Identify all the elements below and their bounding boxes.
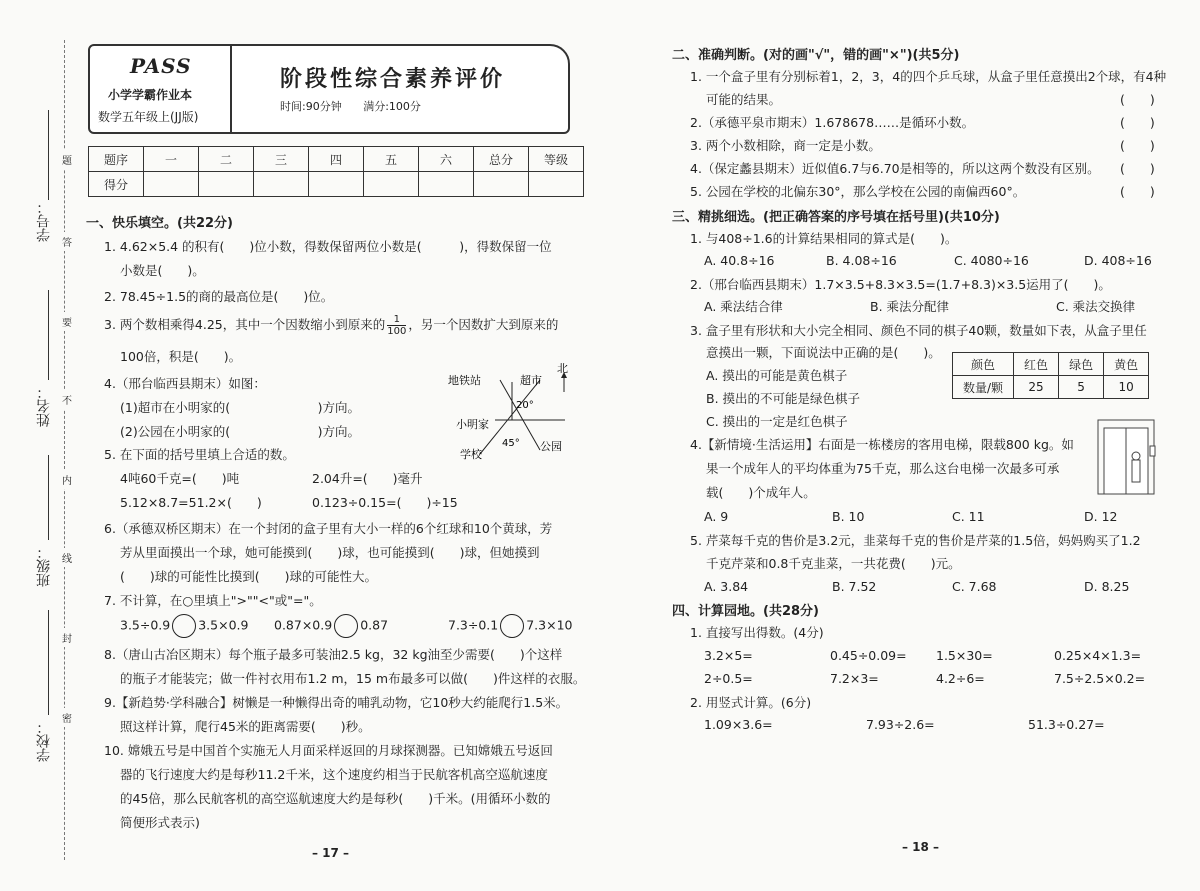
elevator-button-panel (1150, 446, 1155, 456)
color-cell: 数量/颗 (953, 376, 1014, 399)
binding-char: 内 (62, 470, 72, 489)
compare-right: 7.3×10 (526, 617, 573, 633)
question-line: 100倍，积是( )。 (120, 349, 242, 364)
question-line: 8.（唐山古冶区期末）每个瓶子最多可装油2.5 kg，32 kg油至少需要( )个这样 (104, 647, 563, 662)
color-table-row (953, 376, 1149, 399)
compare-right: 0.87 (360, 617, 389, 633)
compare-circle[interactable] (172, 614, 196, 638)
binding-char: 要 (62, 312, 72, 331)
question-3 (104, 314, 558, 337)
color-cell: 红色 (1014, 353, 1059, 376)
calc-item: 1.09×3.6= (704, 717, 773, 732)
question-line: 1. 4.62×5.4 的积有( )位小数，得数保留两位小数是( )，得数保留一位 (104, 239, 552, 254)
calc-item: 7.93÷2.6= (866, 717, 935, 732)
calc-item: 7.5÷2.5×0.2= (1054, 671, 1146, 686)
section-3-title: 三、精挑细选。(把正确答案的序号填在括号里)(共10分) (672, 210, 1000, 225)
calc-item: 0.45÷0.09= (830, 648, 907, 663)
judge-line: 1. 一个盒子里有分别标着1，2，3，4的四个乒乓球，从盒子里任意摸出2个球，有4种 (690, 69, 1167, 84)
question-line: (1)超市在小明家的( )方向。 (120, 400, 360, 415)
compare-item (448, 614, 573, 638)
compare-left: 7.3÷0.1 (448, 617, 499, 633)
calc-item: 51.3÷0.27= (1028, 717, 1105, 732)
child-head (1132, 452, 1140, 460)
score-cell: 等级 (529, 147, 584, 172)
judge-answer-paren[interactable]: ( ) (1120, 138, 1155, 153)
compare-item (274, 614, 388, 638)
question-line: 4吨60千克=( )吨 (120, 471, 240, 486)
map-label-market: 超市 (520, 374, 542, 387)
question-line: 6.（承德双桥区期末）在一个封闭的盒子里有大小一样的6个红球和10个黄球，芳 (104, 521, 553, 536)
choice-option: C. 摸出的一定是红色棋子 (706, 414, 848, 429)
score-table-score-row (89, 172, 584, 197)
student-id-label: 学号： (36, 200, 52, 242)
choice-option: D. 408÷16 (1084, 253, 1152, 268)
name-label: 姓名： (36, 385, 52, 427)
question-line: 2.04升=( )毫升 (312, 471, 423, 486)
score-table (88, 146, 584, 197)
score-cell: 总分 (474, 147, 529, 172)
question-line: 器的飞行速度大约是每秒11.2千米，这个速度约相当于民航客机高空巡航速度 (120, 767, 548, 782)
choice-question: 千克芹菜和0.8千克韭菜，一共花费( )元。 (706, 556, 961, 571)
binding-char: 线 (62, 548, 72, 567)
compare-left: 3.5÷0.9 (120, 617, 171, 633)
choice-option: C. 乘法交换律 (1056, 299, 1136, 314)
choice-question: 4.【新情境·生活运用】右面是一栋楼房的客用电梯，限载800 kg。如 (690, 437, 1074, 452)
question-line: 的瓶子才能装完；做一件衬衣用布1.2 m，15 m布最多可以做( )件这样的衣服。 (120, 671, 586, 686)
color-cell: 25 (1014, 376, 1059, 399)
judge-answer-paren[interactable]: ( ) (1120, 92, 1155, 107)
time-label: 时间:90分钟 (280, 100, 342, 113)
compare-circle[interactable] (500, 614, 524, 638)
color-table-row (953, 353, 1149, 376)
question-line: ( )球的可能性比摸到( )球的可能性大。 (120, 569, 378, 584)
calc-1-title: 1. 直接写出得数。(4分) (690, 625, 824, 640)
judge-line: 3. 两个小数相除，商一定是小数。 (690, 138, 881, 153)
map-label-school: 学校 (460, 448, 482, 461)
section-2-title: 二、准确判断。(对的画"√"，错的画"×")(共5分) (672, 48, 960, 63)
question-line: 2. 78.45÷1.5的商的最高位是( )位。 (104, 289, 334, 304)
grade-label: 数学五年级上(JJ版) (98, 110, 199, 124)
choice-option: B. 10 (832, 509, 865, 524)
score-input-cell[interactable] (474, 172, 529, 197)
question-line: 10. 嫦娥五号是中国首个实施无人月面采样返回的月球探测器。已知嫦娥五号返回 (104, 743, 553, 758)
choice-option: C. 11 (952, 509, 985, 524)
choice-question: 3. 盒子里有形状和大小完全相同、颜色不同的棋子40颗，数量如下表，从盒子里任 (690, 323, 1147, 338)
section-1-title: 一、快乐填空。(共22分) (86, 216, 233, 231)
school-line (48, 610, 49, 715)
compare-circle[interactable] (334, 614, 358, 638)
choice-option: A. 40.8÷16 (704, 253, 775, 268)
header-box (88, 44, 570, 134)
score-input-cell[interactable] (529, 172, 584, 197)
choice-option: D. 12 (1084, 509, 1118, 524)
judge-line: 5. 公园在学校的北偏东30°，那么学校在公园的南偏西60°。 (690, 184, 1026, 199)
exam-info (280, 98, 439, 114)
judge-answer-paren[interactable]: ( ) (1120, 115, 1155, 130)
choice-option: B. 摸出的不可能是绿色棋子 (706, 391, 861, 406)
question-line: 9.【新趋势·学科融合】树懒是一种懒得出奇的哺乳动物，它10秒大约能爬行1.5米。 (104, 695, 569, 710)
judge-line: 2.（承德平泉市期末）1.678678……是循环小数。 (690, 115, 975, 130)
school-label: 学校： (36, 720, 52, 762)
book-name: 小学学霸作业本 (108, 88, 193, 102)
compare-right: 3.5×0.9 (198, 617, 249, 633)
fraction-numerator: 1 (387, 314, 406, 326)
elevator-illustration (1094, 416, 1160, 498)
score-input-cell[interactable] (364, 172, 419, 197)
choice-option: B. 7.52 (832, 579, 877, 594)
question-line: 小数是( )。 (120, 263, 205, 278)
judge-answer-paren[interactable]: ( ) (1120, 184, 1155, 199)
score-input-cell[interactable] (419, 172, 474, 197)
question-line: 的45倍，那么民航客机的高空巡航速度大约是每秒( )千米。(用循环小数的 (120, 791, 551, 806)
color-cell: 绿色 (1059, 353, 1104, 376)
question-line: 芳从里面摸出一个球，她可能摸到( )球，也可能摸到( )球，但她摸到 (120, 545, 540, 560)
map-angle-20: 20° (516, 400, 534, 411)
calc-item: 7.2×3= (830, 671, 879, 686)
map-label-metro: 地铁站 (448, 374, 481, 387)
child-body (1132, 460, 1140, 482)
question-3-text-a: 3. 两个数相乘得4.25，其中一个因数缩小到原来的 (104, 317, 386, 332)
calc-item: 1.5×30= (936, 648, 993, 663)
score-cell: 题序 (89, 147, 144, 172)
choice-option: C. 7.68 (952, 579, 997, 594)
section-4-title: 四、计算园地。(共28分) (672, 604, 819, 619)
choice-question: 2.（邢台临西县期末）1.7×3.5+8.3×3.5=(1.7+8.3)×3.5运用了( )。 (690, 277, 1111, 292)
student-id-line (48, 110, 49, 200)
binding-char: 不 (62, 390, 72, 409)
score-input-cell[interactable] (199, 172, 254, 197)
chess-color-table (952, 352, 1149, 399)
choice-option: A. 9 (704, 509, 729, 524)
choice-option: D. 8.25 (1084, 579, 1130, 594)
color-cell: 5 (1059, 376, 1104, 399)
score-cell: 二 (199, 147, 254, 172)
map-label-park: 公园 (540, 440, 562, 453)
binding-char: 封 (62, 628, 72, 647)
score-table-header-row (89, 147, 584, 172)
choice-question: 果一个成年人的平均体重为75千克，那么这台电梯一次最多可承 (706, 461, 1060, 476)
calc-item: 3.2×5= (704, 648, 753, 663)
color-cell: 黄色 (1104, 353, 1149, 376)
choice-option: A. 3.84 (704, 579, 749, 594)
compare-left: 0.87×0.9 (274, 617, 333, 633)
question-line: 0.123÷0.15=( )÷15 (312, 495, 458, 510)
choice-option: A. 摸出的可能是黄色棋子 (706, 368, 848, 383)
score-cell: 一 (144, 147, 199, 172)
question-line: 简便形式表示) (120, 815, 200, 830)
question-line: 5.12×8.7=51.2×( ) (120, 495, 262, 510)
map-label-north: 北 (557, 362, 568, 375)
pass-logo: PASS (130, 54, 192, 78)
compare-item (120, 614, 248, 638)
calc-item: 4.2÷6= (936, 671, 985, 686)
question-line: (2)公园在小明家的( )方向。 (120, 424, 360, 439)
score-cell: 得分 (89, 172, 144, 197)
binding-char: 答 (62, 232, 72, 251)
full-score-label: 满分:100分 (363, 100, 421, 113)
judge-line: 可能的结果。 (706, 92, 782, 107)
page-number: – 18 – (902, 840, 940, 854)
binding-char: 题 (62, 150, 72, 169)
question-line: 照这样计算，爬行45米的距离需要( )秒。 (120, 719, 371, 734)
choice-question: 意摸出一颗，下面说法中正确的是( )。 (706, 345, 941, 360)
judge-answer-paren[interactable]: ( ) (1120, 161, 1155, 176)
choice-question: 载( )个成年人。 (706, 485, 816, 500)
choice-question: 1. 与408÷1.6的计算结果相同的算式是( )。 (690, 231, 958, 246)
color-cell: 10 (1104, 376, 1149, 399)
header-left (90, 46, 232, 132)
choice-option: A. 乘法结合律 (704, 299, 783, 314)
binding-char: 密 (62, 708, 72, 727)
choice-option: B. 4.08÷16 (826, 253, 897, 268)
direction-map (440, 362, 580, 462)
score-input-cell[interactable] (144, 172, 199, 197)
score-input-cell[interactable] (254, 172, 309, 197)
score-cell: 六 (419, 147, 474, 172)
name-line (48, 290, 49, 380)
question-line: 5. 在下面的括号里填上合适的数。 (104, 447, 295, 462)
score-cell: 三 (254, 147, 309, 172)
calc-item: 2÷0.5= (704, 671, 753, 686)
score-cell: 五 (364, 147, 419, 172)
question-3-text-b: ，另一个因数扩大到原来的 (408, 317, 559, 332)
calc-item: 0.25×4×1.3= (1054, 648, 1142, 663)
judge-line: 4.（保定蠡县期末）近似值6.7与6.70是相等的，所以这两个数没有区别。 (690, 161, 1100, 176)
question-line: 4.（邢台临西县期末）如图： (104, 376, 266, 391)
score-cell: 四 (309, 147, 364, 172)
right-page (600, 0, 1200, 891)
page-number: – 17 – (312, 846, 350, 860)
fraction-one-hundredth (387, 314, 406, 337)
page-title: 阶段性综合素养评价 (280, 66, 506, 92)
map-angle-45: 45° (502, 438, 520, 449)
calc-2-title: 2. 用竖式计算。(6分) (690, 695, 812, 710)
question-line: 7. 不计算，在○里填上">""<"或"="。 (104, 593, 322, 608)
color-cell: 颜色 (953, 353, 1014, 376)
choice-option: B. 乘法分配律 (870, 299, 950, 314)
class-label: 班级： (36, 545, 52, 587)
map-label-home: 小明家 (456, 418, 489, 431)
class-line (48, 455, 49, 540)
choice-question: 5. 芹菜每千克的售价是3.2元，韭菜每千克的售价是芹菜的1.5倍，妈妈购买了1.2 (690, 533, 1141, 548)
score-input-cell[interactable] (309, 172, 364, 197)
choice-option: C. 4080÷16 (954, 253, 1029, 268)
fraction-denominator: 100 (387, 326, 407, 337)
